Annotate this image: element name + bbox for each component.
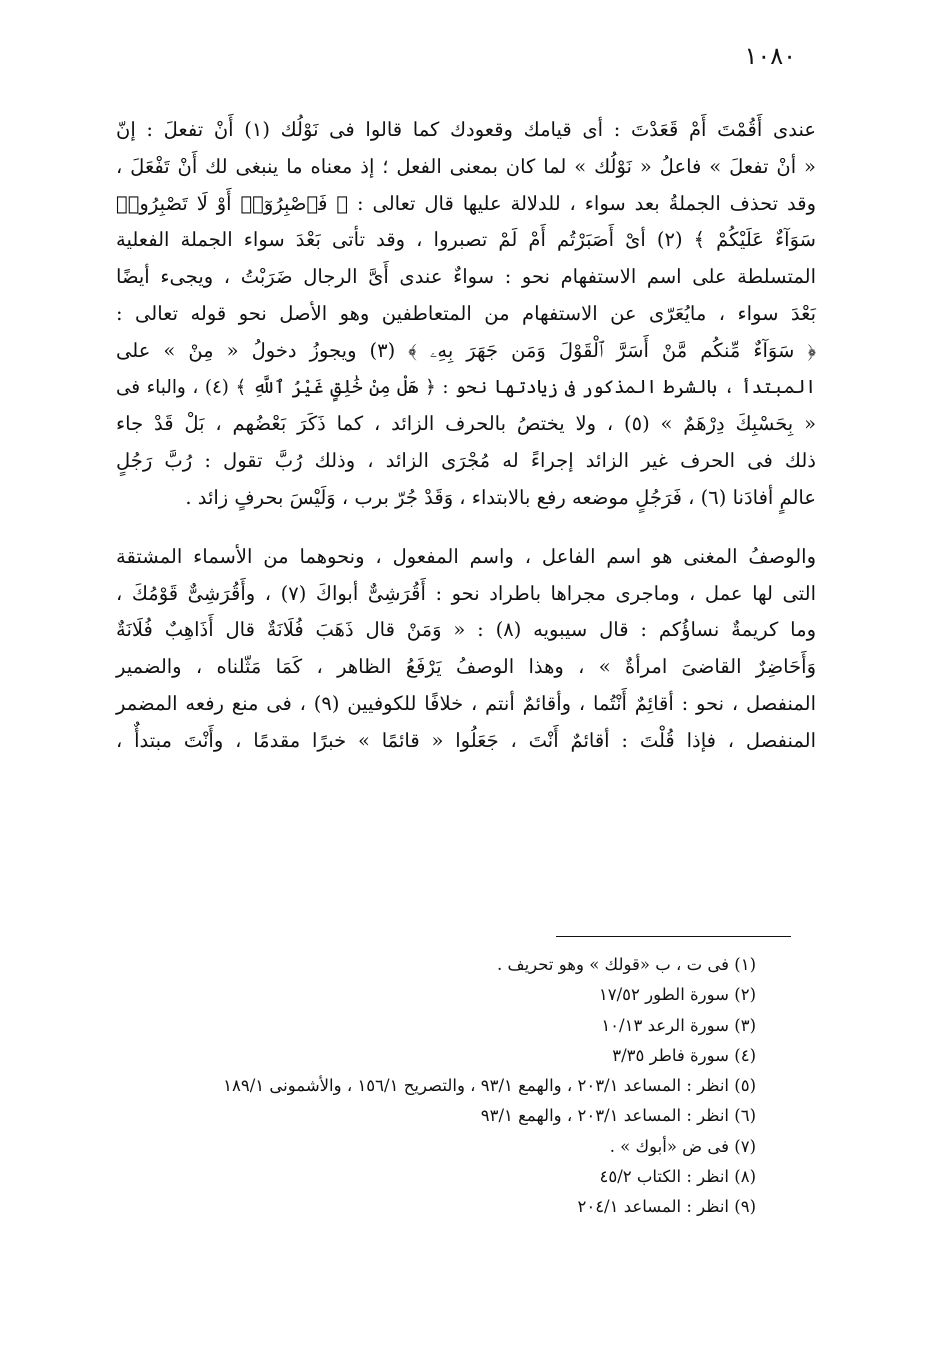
text-line: والوصفُ المغنى هو اسم الفاعل ، واسم المفعول ، ونحوهما من الأسماء المشتقة (116, 544, 816, 568)
footnotes (96, 950, 756, 1223)
text-line: وقد تحذف الجملةُ بعد سواء ، للدلالة عليها قال تعالى : ﴿ فَٱصْبِرُوٓا۟ أَوْ لَا تَصْبِرُوا۟ (116, 191, 816, 215)
footnote: (٧) فى ض «أبوك » . (609, 1136, 756, 1156)
text-line: سَوَآءٌ عَلَيْكُمْ ﴾ (٢) أىْ أَصَبَرْتُم أَمْ لَمْ تصبروا ، وقد تأتى بَعْدَ سواء الجملة الفعلية (116, 228, 816, 252)
footnote-divider (556, 936, 791, 937)
text-line: المبتدأ ، بالشرط المذكور فى زيادتها نحو : ﴿ هَلْ مِنْ خَٰلِقٍ غَيْرُ ٱللَّهِ ﴾ (٤) ، والباء فى (116, 376, 816, 398)
paragraph-1 (116, 112, 816, 517)
text-line: ﴿ سَوَآءٌ مِّنكُم مَّنْ أَسَرَّ ٱلْقَوْلَ وَمَن جَهَرَ بِهِۦ ﴾ (٣) ويجوزُ دخولُ « مِنْ » على (116, 338, 816, 362)
footnote: (٥) انظر : المساعد ٢٠٣/١ ، والهمع ٩٣/١ ، والتصريح ١٥٦/١ ، والأشمونى ١٨٩/١ (223, 1076, 756, 1096)
text-line: ذلك فى الحرف غير الزائد إجراءً له مُجْرَى الزائد ، وذلك رُبَّ تقول : رُبَّ رَجُلٍ (116, 449, 816, 473)
text-line: « أنْ تفعلَ » فاعلُ « نَوْلُك » لما كان بمعنى الفعل ؛ إذ معناه ما ينبغى لك أَنْ تَفْعَلَ ، (116, 154, 816, 178)
text-line: المنفصل ، فإذا قُلْتَ : أقائمٌ أَنْتَ ، جَعَلُوا « قائمًا » خبرًا مقدمًا ، وأَنْتَ مبتدأٌ ، (116, 728, 816, 752)
text-line: وما كريمةٌ نساؤُكم : قال سيبويه (٨) : « وَمَنْ قال ذَهَبَ فُلَانَةٌ قال أَذَاهِبٌ فُلَانَةٌ (116, 618, 816, 642)
text-line: التى لها عمل ، وماجرى مجراها باطراد نحو : أَقُرَشِىٌّ أبواكَ (٧) ، وأَقُرَشِىٌّ قَوْمُكَ ، (116, 581, 816, 605)
paragraph-2 (116, 539, 816, 760)
text-line: وَأَحَاضِرٌ القاضىَ امرأةٌ » ، وهذا الوصفُ يَرْفَعُ الظاهر ، كَمَا مَثّلناه ، والضمير (116, 655, 816, 679)
paragraph-gap (116, 517, 816, 539)
main-text (116, 112, 816, 760)
footnote: (٣) سورة الرعد ١٠/١٣ (601, 1015, 756, 1035)
text-line: المتسلطة على اسم الاستفهام نحو : سواءٌ عندى أَىَّ الرجال ضَرَبْتُ ، ويجىء أيضًا (116, 265, 816, 289)
footnote: (١) فى ت ، ب «قولك » وهو تحريف . (497, 955, 756, 974)
text-line: عندى أَقُمْتَ أَمْ قَعَدْتَ : أى قيامك وقعودك كما قالوا فى نَوْلُك (١) أَنْ تفعلَ : إنّ (116, 118, 816, 141)
footnote: (٦) انظر : المساعد ٢٠٣/١ ، والهمع ٩٣/١ (480, 1106, 756, 1126)
footnote: (٨) انظر : الكتاب ٤٥/٢ (599, 1167, 756, 1187)
footnote: (٤) سورة فاطر ٣/٣٥ (612, 1045, 756, 1065)
text-line: « بِحَسْبِكَ دِرْهَمٌ » (٥) ، ولا يختصُ بالحرف الزائد ، كما ذَكَرَ بَعْضُهم ، بَلْ قَدْ جاء (116, 412, 816, 436)
text-line: بَعْدَ سواء ، مايُعَرّى عن الاستفهام من المتعاطفين وهو الأصل نحو قوله تعالى : (116, 301, 816, 325)
page-number: ١٠٨٠ (744, 42, 796, 70)
text-line: عالمٍ أفادَنا (٦) ، فَرَجُلٍ موضعه رفع بالابتداء ، وَقَدْ جُرّ برب ، وَلَيْسَ بحرفٍ زائد . (185, 485, 816, 509)
footnote: (٢) سورة الطور ١٧/٥٢ (598, 985, 756, 1005)
footnote: (٩) انظر : المساعد ٢٠٤/١ (577, 1197, 756, 1217)
text-line: المنفصل ، نحو : أقائِمٌ أَنْتُما ، وأقائمٌ أنتم ، خلافًا للكوفيين (٩) ، فى منع رفعه المضمر (116, 691, 816, 715)
